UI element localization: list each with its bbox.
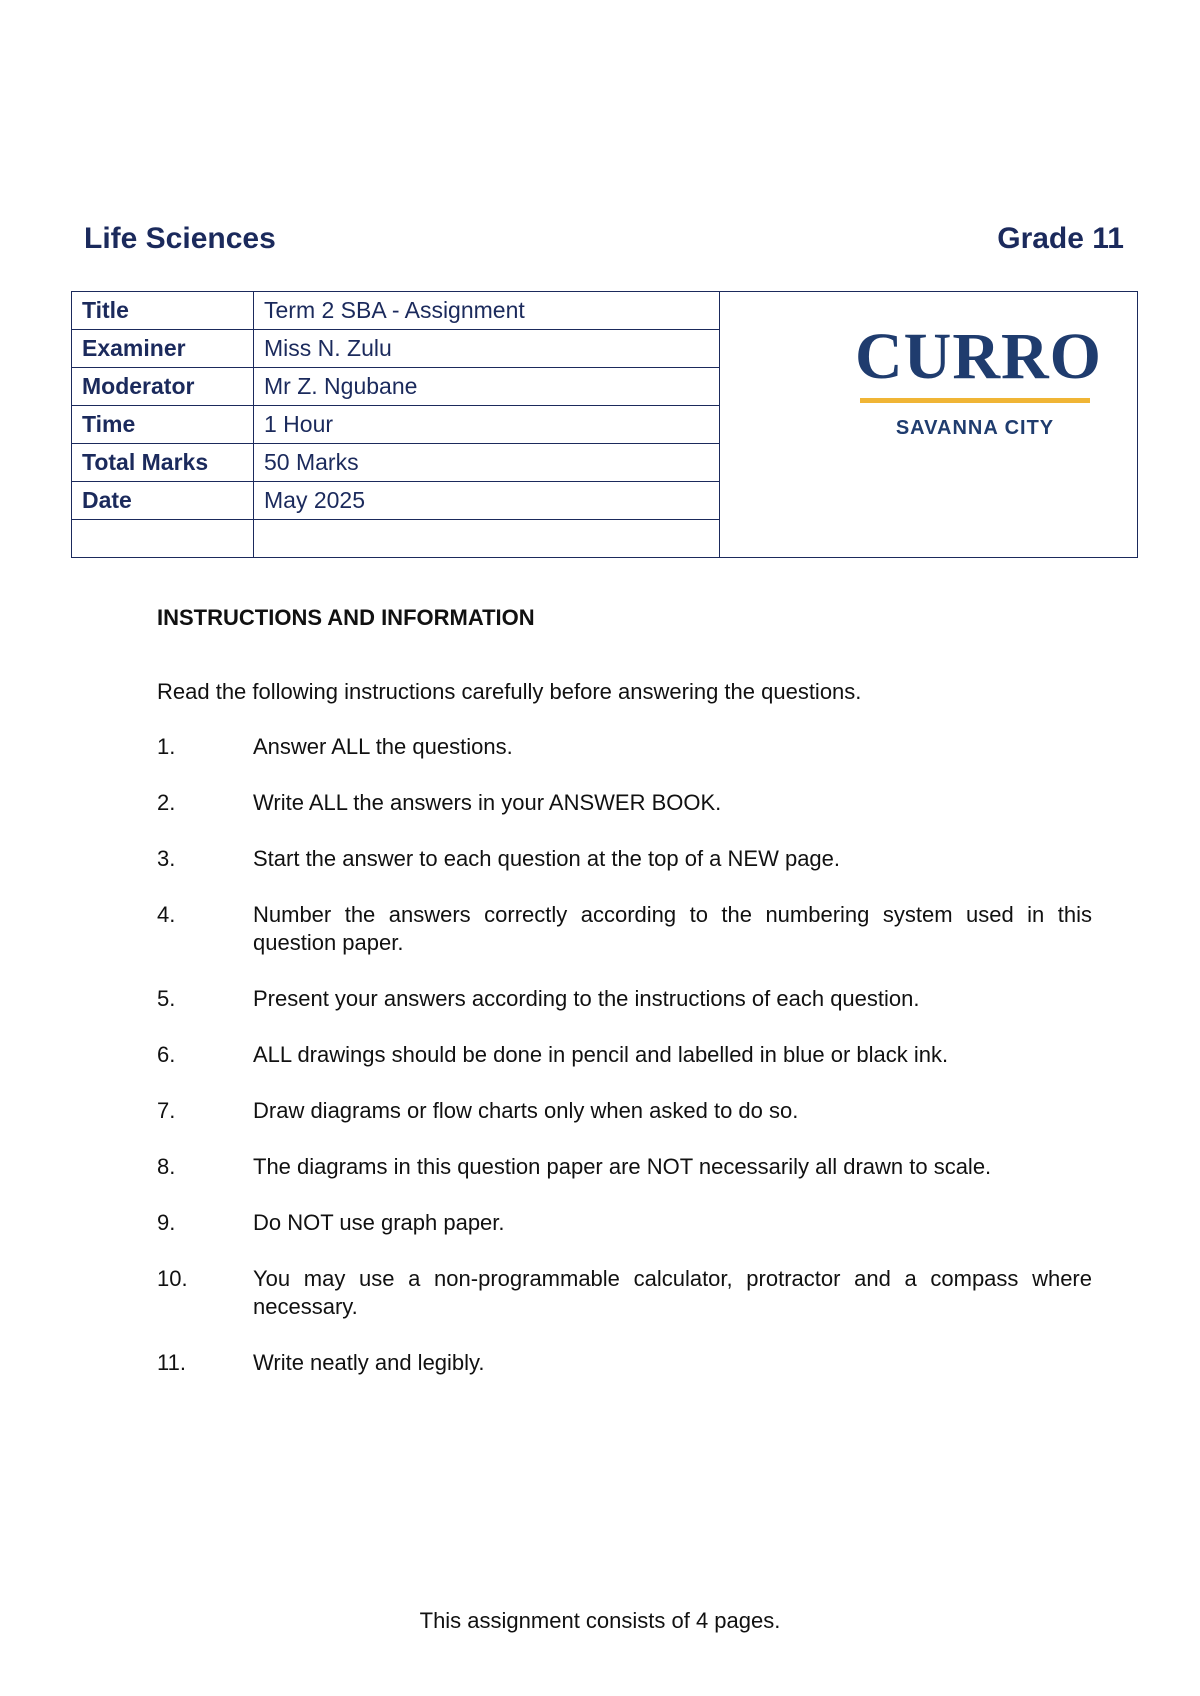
list-item: [157, 733, 1092, 761]
item-text: You may use a non-programmable calculator, protractor and a compass where necessary.: [253, 1266, 1092, 1319]
item-text: Do NOT use graph paper.: [253, 1210, 505, 1235]
logo-underline: [860, 398, 1090, 403]
info-table: [71, 291, 1138, 558]
item-number: 3.: [157, 846, 176, 871]
item-text: Start the answer to each question at the top of a NEW page.: [253, 846, 841, 871]
item-text: Present your answers according to the instructions of each question.: [253, 986, 920, 1011]
list-item: [157, 845, 1092, 873]
logo-wordmark: CURRO: [855, 320, 1102, 393]
info-row-title: [72, 292, 1138, 330]
logo-cell: [720, 292, 1138, 558]
item-text: Write ALL the answers in your ANSWER BOOK.: [253, 790, 722, 815]
instructions-heading: INSTRUCTIONS AND INFORMATION: [157, 605, 535, 630]
instructions-intro: Read the following instructions carefully before answering the questions.: [157, 679, 862, 704]
info-label: Total Marks: [72, 444, 254, 482]
item-text: Draw diagrams or flow charts only when asked to do so.: [253, 1098, 799, 1123]
curro-logo: [855, 320, 1102, 440]
list-item: [157, 901, 1092, 957]
list-item: [157, 1097, 1092, 1125]
item-number: 5.: [157, 986, 176, 1011]
item-number: 4.: [157, 902, 176, 927]
grade-label: Grade 11: [997, 222, 1124, 255]
item-number: 1.: [157, 734, 176, 759]
info-value: Term 2 SBA - Assignment: [254, 292, 720, 330]
list-item: [157, 1041, 1092, 1069]
page-count-footer: This assignment consists of 4 pages.: [419, 1608, 781, 1633]
item-number: 6.: [157, 1042, 176, 1067]
subject-title: Life Sciences: [84, 222, 276, 255]
list-item: [157, 985, 1092, 1013]
list-item: [157, 1209, 1092, 1237]
list-item: [157, 1153, 1092, 1181]
info-value: Miss N. Zulu: [254, 330, 720, 368]
item-number: 11.: [157, 1350, 186, 1375]
info-value: 50 Marks: [254, 444, 720, 482]
list-item: [157, 1265, 1092, 1321]
instructions-list: [157, 733, 1092, 1405]
item-text: ALL drawings should be done in pencil and labelled in blue or black ink.: [253, 1042, 949, 1067]
item-number: 9.: [157, 1210, 176, 1235]
list-item: [157, 1349, 1092, 1377]
item-text: Write neatly and legibly.: [253, 1350, 485, 1375]
info-label: [72, 520, 254, 558]
info-value: 1 Hour: [254, 406, 720, 444]
item-number: 10.: [157, 1266, 188, 1291]
item-text: Number the answers correctly according to the numbering system used in this question paper.: [253, 902, 1092, 955]
info-label: Moderator: [72, 368, 254, 406]
info-label: Time: [72, 406, 254, 444]
info-value: Mr Z. Ngubane: [254, 368, 720, 406]
item-text: The diagrams in this question paper are NOT necessarily all drawn to scale.: [253, 1154, 992, 1179]
info-value: May 2025: [254, 482, 720, 520]
info-label: Date: [72, 482, 254, 520]
item-number: 7.: [157, 1098, 176, 1123]
info-value: [254, 520, 720, 558]
item-text: Answer ALL the questions.: [253, 734, 513, 759]
list-item: [157, 789, 1092, 817]
logo-campus-name: SAVANNA CITY: [895, 417, 1055, 439]
info-label: Title: [72, 292, 254, 330]
info-label: Examiner: [72, 330, 254, 368]
item-number: 8.: [157, 1154, 176, 1179]
item-number: 2.: [157, 790, 176, 815]
